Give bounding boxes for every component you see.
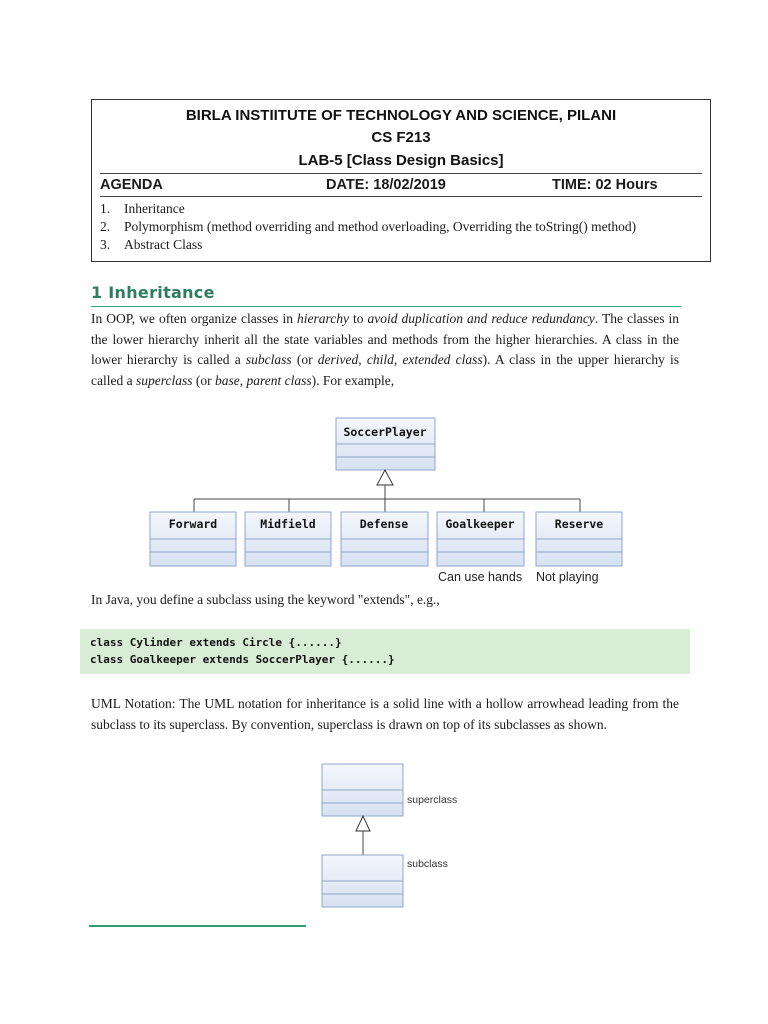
inheritance-arrowhead [377, 470, 393, 485]
uml-subclass-box [322, 855, 403, 907]
class-name: Forward [168, 517, 218, 531]
course-code: CS F213 [371, 129, 431, 146]
goalkeeper-class-box [437, 512, 524, 566]
code-line: class Cylinder extends Circle {......} [90, 636, 342, 649]
code-block [80, 629, 690, 674]
defense-class-box [341, 512, 428, 566]
lab-duration: TIME: 02 Hours [552, 177, 658, 193]
reserve-class-box [536, 512, 622, 566]
class-name: Reserve [554, 517, 604, 531]
institute-title: BIRLA INSTIITUTE OF TECHNOLOGY AND SCIENCE, PILANI [185, 107, 617, 124]
uml-arrowhead [356, 816, 370, 831]
code-line: class Goalkeeper extends SoccerPlayer {......} [90, 653, 395, 666]
reserve-note: Not playing [536, 570, 599, 584]
uml-notation-paragraph: UML Notation: The UML notation for inheritance is a solid line with a hollow arrowhead leading from the subclass to its superclass. By convention, superclass is drawn on top of its subclasses as shown. [91, 696, 679, 732]
forward-class-box [150, 512, 236, 566]
subclass-label: subclass [407, 858, 448, 870]
superclass-label: superclass [407, 794, 458, 806]
soccerplayer-class-box [336, 418, 435, 470]
agenda-label: AGENDA [100, 177, 163, 193]
class-name: Defense [359, 517, 409, 531]
section-heading: 1 Inheritance [91, 283, 215, 302]
class-name: Midfield [260, 517, 316, 531]
class-name: Goalkeeper [445, 517, 515, 531]
footnote-divider [89, 925, 306, 927]
lab-date: DATE: 18/02/2019 [326, 177, 446, 193]
agenda-item: 1. Inheritance [100, 201, 185, 216]
lab-title: LAB-5 [Class Design Basics] [298, 152, 504, 169]
goalkeeper-note: Can use hands [438, 570, 523, 584]
agenda-item: 2. Polymorphism (method overriding and method overloading, Overriding the toString() method) [100, 219, 637, 234]
class-name: SoccerPlayer [343, 425, 427, 439]
inheritance-intro-paragraph: In OOP, we often organize classes in hierarchy to avoid duplication and reduce redundancy. The classes in the lower hierarchy inherit all the state variables and methods from the higher hierarchies. A class in the lower hierarchy is called a subclass (or derived, child, extended class). A class in the upper hierarchy is called a superclass (or base, parent class). For example, [91, 311, 680, 388]
agenda-item: 3. Abstract Class [100, 237, 203, 252]
midfield-class-box [245, 512, 331, 566]
uml-superclass-box [322, 764, 403, 816]
extends-paragraph: In Java, you define a subclass using the keyword "extends", e.g., [91, 592, 440, 607]
